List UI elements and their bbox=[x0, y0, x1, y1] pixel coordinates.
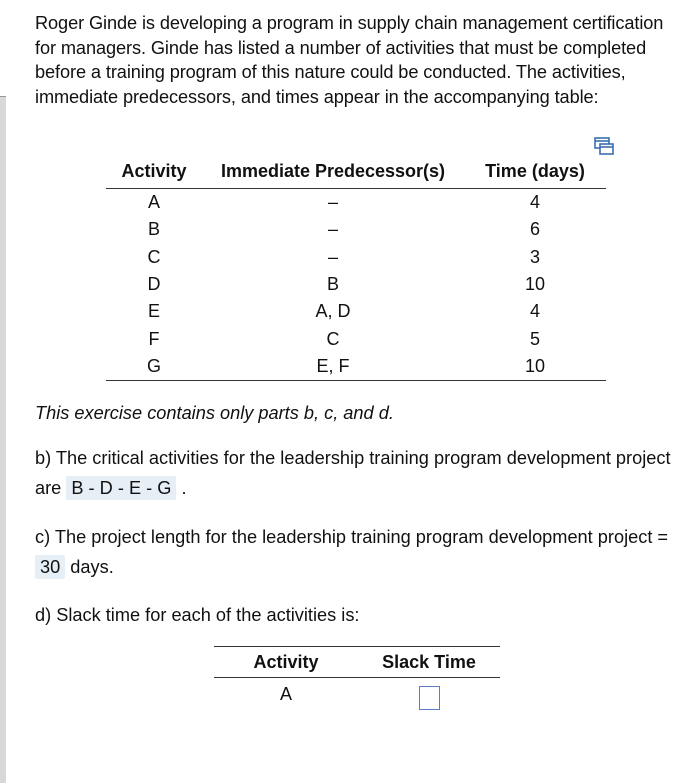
header-time: Time (days) bbox=[464, 155, 606, 189]
cell-activity: G bbox=[106, 353, 202, 381]
activity-table-header bbox=[106, 155, 606, 189]
table-row bbox=[106, 353, 606, 381]
slack-time-input-a[interactable] bbox=[419, 686, 440, 710]
header-slack-activity: Activity bbox=[214, 647, 358, 678]
cell-time: 5 bbox=[529, 328, 540, 349]
slack-table bbox=[214, 646, 500, 710]
slack-cell-input bbox=[358, 678, 500, 711]
table-row bbox=[106, 325, 606, 352]
table-row bbox=[214, 678, 500, 711]
activity-table bbox=[106, 155, 606, 381]
cell-predecessors: – bbox=[327, 219, 338, 240]
critical-path-answer[interactable]: B - D - E - G bbox=[66, 476, 176, 500]
part-c-prefix: c) The project length for the leadership training program development project = bbox=[35, 527, 669, 547]
problem-intro: Roger Ginde is developing a program in supply chain management certification for managers. Ginde has listed a number of activities that must be completed before a training program of this nature could be conducted. The activities, immediate predecessors, and times appear in the accompanying table: bbox=[35, 13, 664, 107]
header-predecessors: Immediate Predecessor(s) bbox=[202, 155, 464, 189]
part-b-prefix: b) The critical activities for the leadership training program development project are bbox=[35, 448, 671, 498]
cell-time: 4 bbox=[529, 301, 540, 322]
table-row bbox=[106, 271, 606, 298]
cell-predecessors: B bbox=[326, 274, 339, 295]
cell-time: 10 bbox=[464, 353, 606, 381]
copy-icon[interactable] bbox=[594, 137, 614, 155]
cell-predecessors: – bbox=[327, 192, 338, 213]
table-row bbox=[106, 189, 606, 217]
cell-time: 4 bbox=[529, 192, 540, 213]
header-activity: Activity bbox=[106, 155, 202, 189]
cell-activity: A bbox=[147, 192, 160, 213]
cell-predecessors: C bbox=[326, 328, 340, 349]
cell-activity: E bbox=[147, 301, 160, 322]
table-row bbox=[106, 298, 606, 325]
part-c-question bbox=[35, 522, 675, 582]
left-scroll-gutter bbox=[0, 96, 6, 783]
cell-time: 6 bbox=[529, 219, 540, 240]
cell-predecessors: E, F bbox=[202, 353, 464, 381]
exercise-note: This exercise contains only parts b, c, and d. bbox=[35, 403, 394, 423]
cell-predecessors: A, D bbox=[315, 301, 351, 322]
slack-cell-activity: A bbox=[279, 683, 292, 704]
header-slack-time: Slack Time bbox=[358, 647, 500, 678]
cell-predecessors: – bbox=[327, 246, 338, 267]
project-length-answer[interactable]: 30 bbox=[35, 555, 65, 579]
left-gutter-mark bbox=[0, 96, 6, 103]
part-b-question bbox=[35, 443, 675, 503]
part-b-suffix: . bbox=[181, 478, 187, 498]
cell-activity: D bbox=[147, 274, 161, 295]
part-c-suffix: days. bbox=[70, 557, 114, 577]
table-row bbox=[106, 216, 606, 243]
cell-time: 10 bbox=[524, 274, 546, 295]
cell-activity: F bbox=[148, 328, 160, 349]
cell-activity: B bbox=[147, 219, 160, 240]
slack-table-header bbox=[214, 647, 500, 678]
table-row bbox=[106, 244, 606, 271]
part-d-question: d) Slack time for each of the activities is: bbox=[35, 605, 360, 625]
cell-time: 3 bbox=[529, 246, 540, 267]
cell-activity: C bbox=[147, 246, 161, 267]
